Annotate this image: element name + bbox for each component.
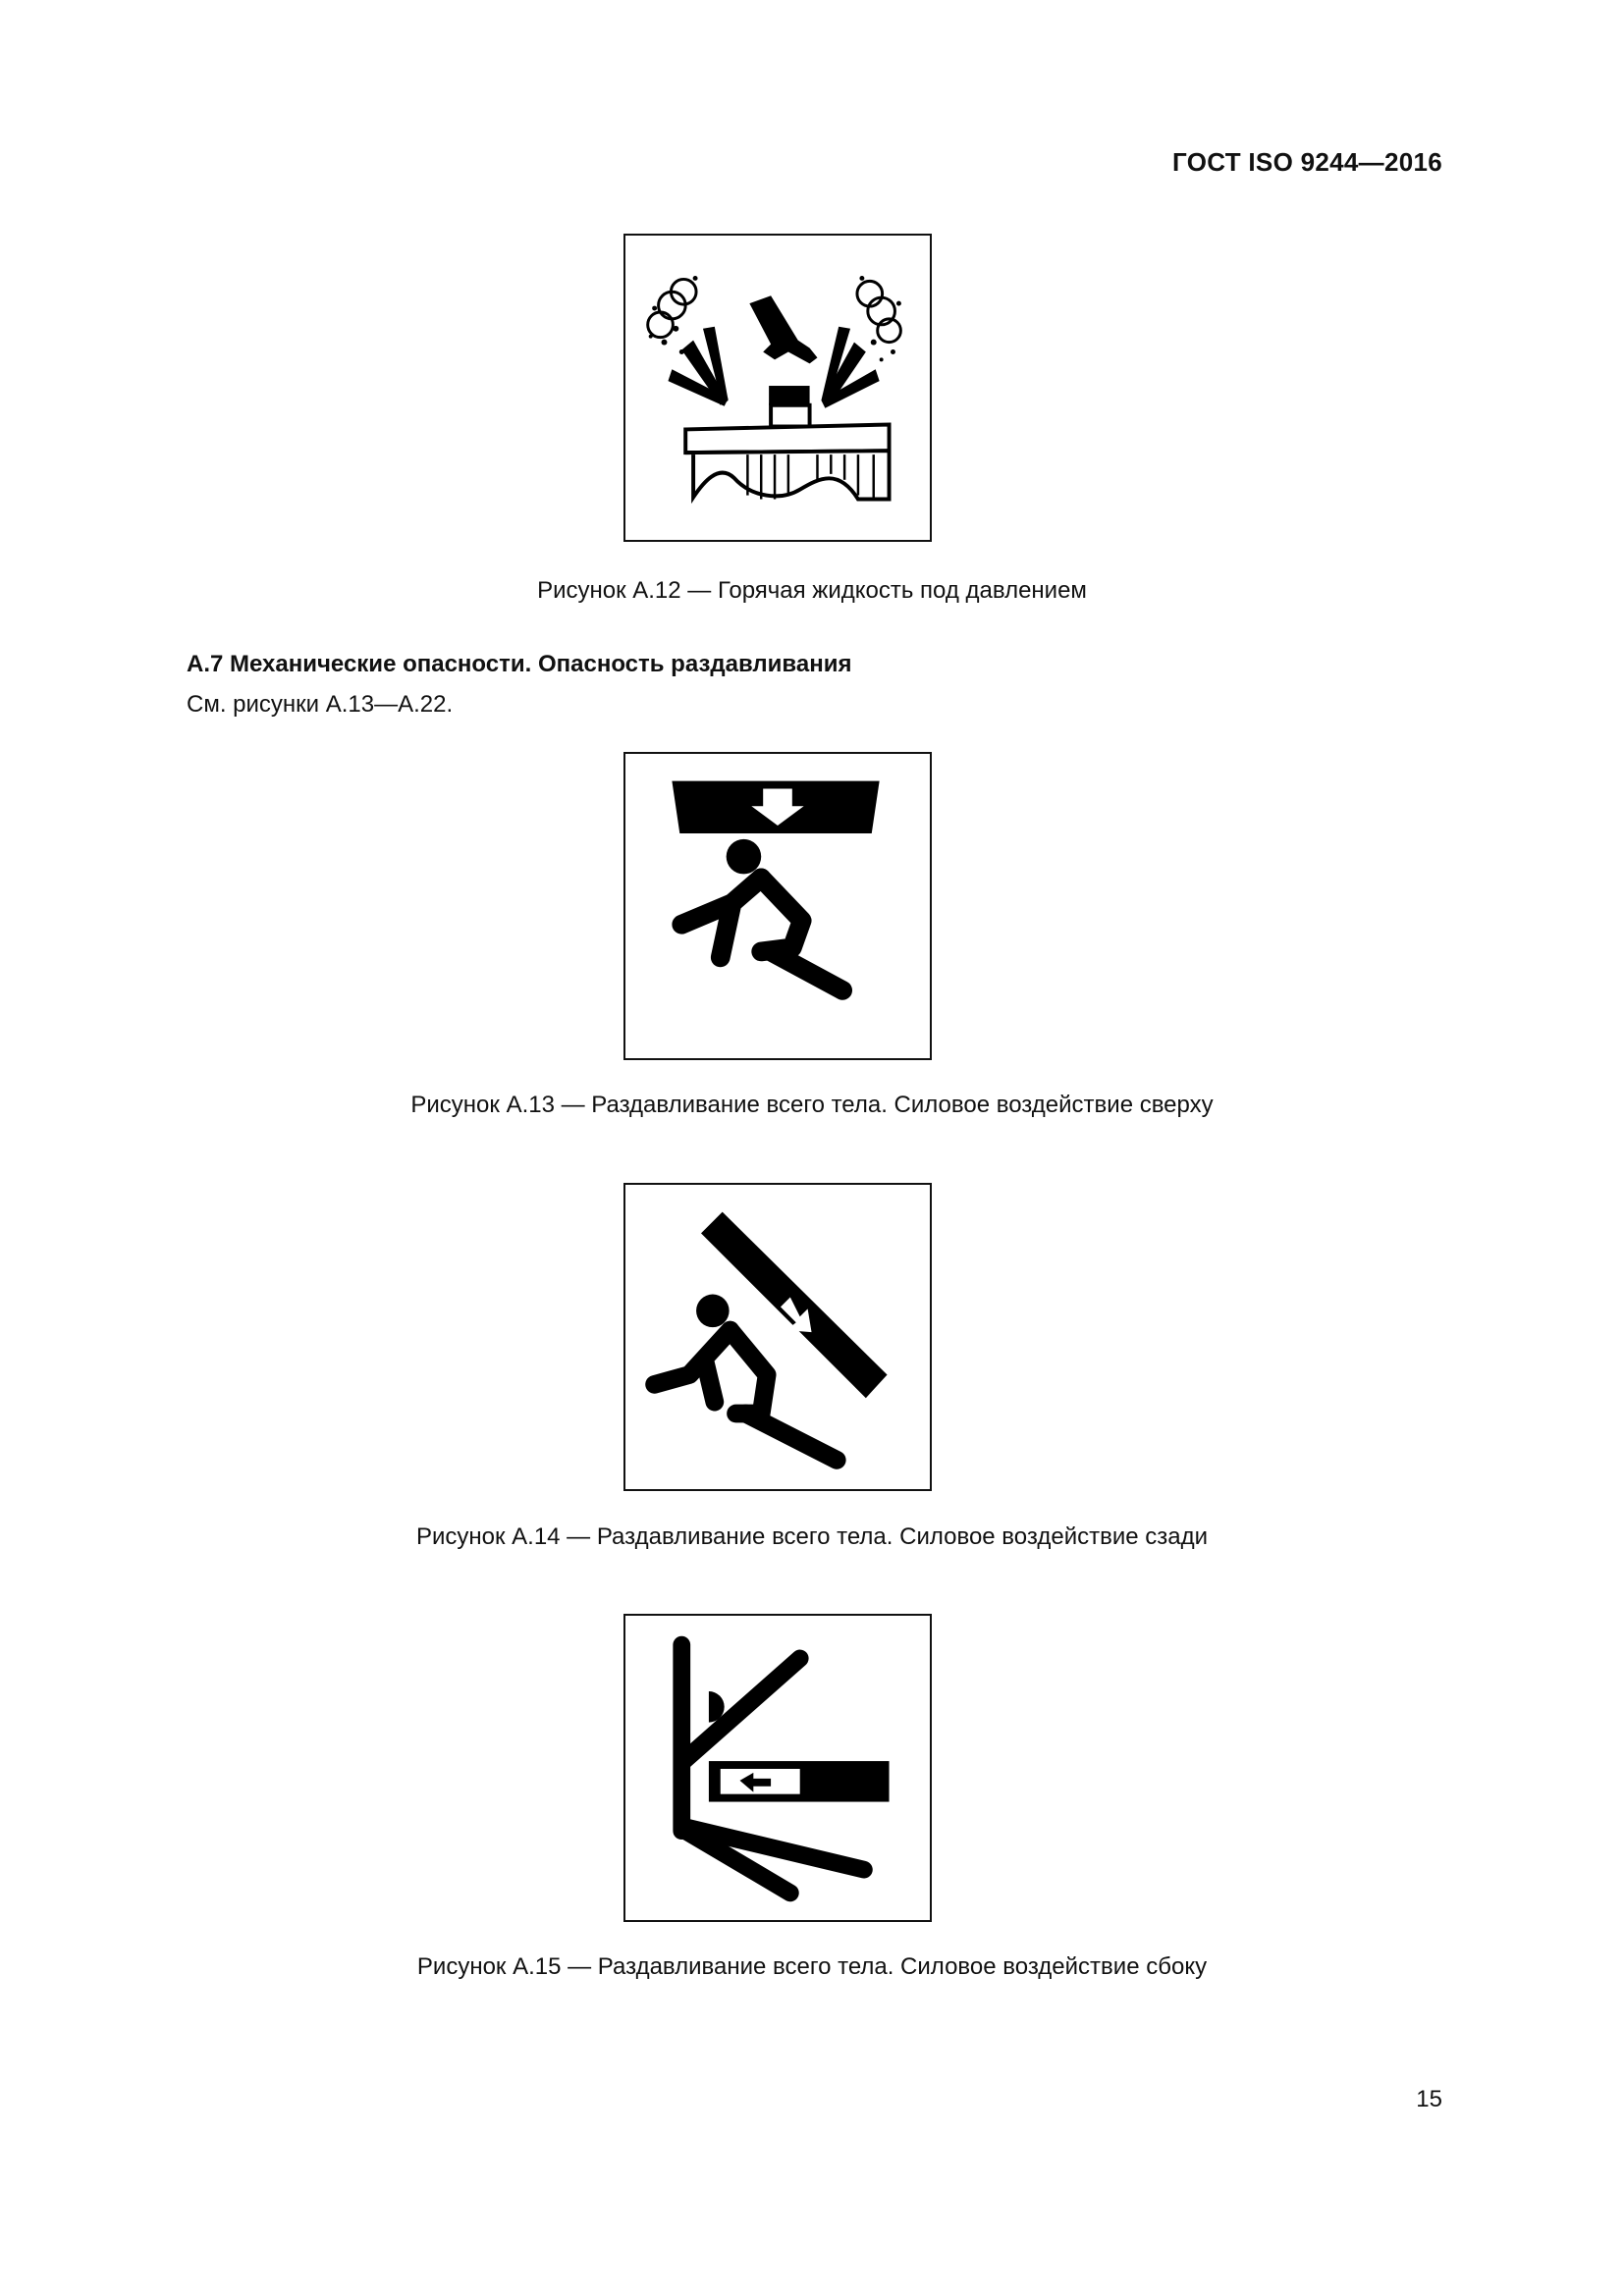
- figure-a13-frame: [623, 752, 932, 1060]
- page-number: 15: [1416, 2086, 1442, 2112]
- figure-a12-caption: Рисунок А.12 — Горячая жидкость под давлением: [537, 577, 1087, 604]
- hot-liquid-pressure-icon: [625, 236, 930, 540]
- figure-a13-caption: Рисунок А.13 — Раздавливание всего тела. Силовое воздействие сверху: [410, 1092, 1214, 1118]
- figure-a14-frame: [623, 1183, 932, 1491]
- section-text: См. рисунки А.13—А.22.: [187, 691, 454, 718]
- crush-from-behind-icon: [625, 1185, 930, 1489]
- section-heading: А.7 Механические опасности. Опасность раздавливания: [187, 651, 852, 677]
- figure-a15-caption: Рисунок А.15 — Раздавливание всего тела. Силовое воздействие сбоку: [416, 1953, 1208, 1980]
- figure-a15-frame: [623, 1614, 932, 1922]
- crush-from-above-icon: [625, 754, 930, 1058]
- crush-from-side-icon: [625, 1616, 930, 1920]
- figure-a12-frame: [623, 234, 932, 542]
- figure-a14-caption: Рисунок А.14 — Раздавливание всего тела. Силовое воздействие сзади: [415, 1523, 1209, 1550]
- document-header: ГОСТ ISO 9244—2016: [1172, 147, 1442, 177]
